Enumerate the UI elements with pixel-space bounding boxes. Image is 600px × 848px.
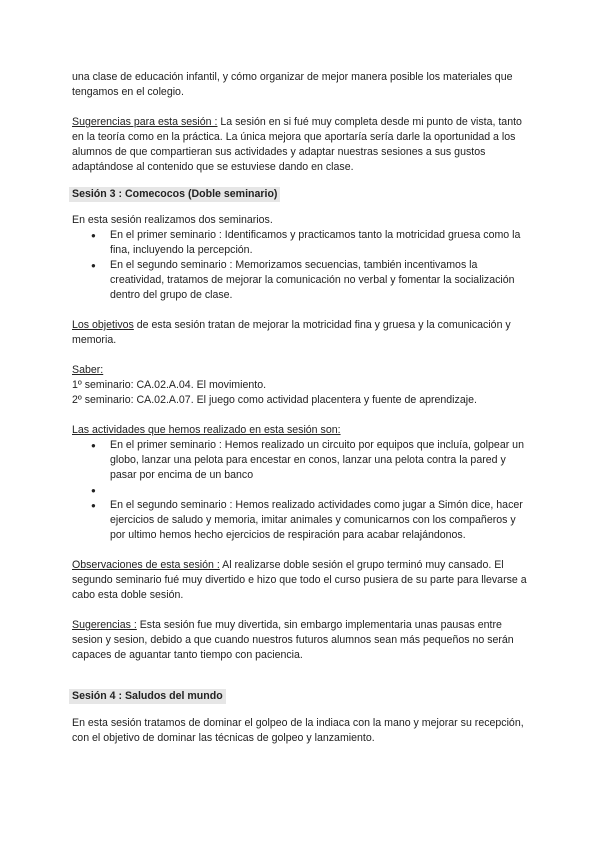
sesion3-heading: Sesión 3 : Comecocos (Doble seminario) (69, 187, 280, 202)
sugerencias-sesion3-paragraph (72, 618, 532, 663)
list-item: ● En el segundo seminario : Memorizamos secuencias, también incentivamos la creatividad, tratamos de mejorar la comunicación no verbal y fomentar la socialización dentro del grupo de clase. (110, 258, 532, 303)
actividades-label: Las actividades que hemos realizado en esta sesión son: (72, 424, 341, 436)
document-page (72, 70, 532, 746)
list-item: ● En el primer seminario : Hemos realizado un circuito por equipos que incluía, golpear un globo, lanzar una pelota para encestar en conos, lanzar una pelota contra la pared y pasar por encima de un banco (110, 438, 532, 483)
saber-label: Saber: (72, 364, 104, 376)
intro-paragraph: una clase de educación infantil, y cómo organizar de mejor manera posible los materiales que tengamos en el colegio. (72, 71, 513, 98)
actividades-list (72, 438, 532, 543)
sugerencias-sesion2-text: La sesión en si fué muy completa desde mi punto de vista, tanto en la teoría como en la práctica. La única mejora que aportaría sería darle la oportunidad a los alumnos de que compartieran sus actividades y adaptar nuestras sesiones a sus gustos adaptándose al contenido que se estuviese dando en clase. (72, 116, 522, 173)
sugerencias-sesion3-text: Esta sesión fue muy divertida, sin embargo implementaria unas pausas entre sesion y sesion, debido a que cuando nuestros futuros alumnos sean más pequeños no serán capaces de aguantar tanto tiempo con paciencia. (72, 619, 514, 661)
observaciones-label: Observaciones de esta sesión : (72, 559, 220, 571)
sesion3-intro: En esta sesión realizamos dos seminarios. (72, 214, 273, 226)
list-item: ● En el primer seminario : Identificamos y practicamos tanto la motricidad gruesa como la fina, incluyendo la percepción. (110, 228, 532, 258)
saber-line: 2º seminario: CA.02.A.07. El juego como actividad placentera y fuente de aprendizaje. (72, 394, 477, 406)
sugerencias-sesion2-paragraph (72, 115, 532, 175)
observaciones-paragraph (72, 558, 532, 603)
observaciones-text: Al realizarse doble sesión el grupo terminó muy cansado. El segundo seminario fué muy divertido e hizo que todo el curso pusiera de su parte para llevarse a cabo esta doble sesión. (72, 559, 527, 601)
objetivos-text: de esta sesión tratan de mejorar la motricidad fina y gruesa y la comunicación y memoria. (72, 319, 511, 346)
list-item: ● En el segundo seminario : Hemos realizado actividades como jugar a Simón dice, hacer ejercicios de saludo y memoria, imitar animales y comunicarnos con los compañeros y por ultimo hemos hecho ejercicios de respiración para acabar relajándonos. (110, 498, 532, 543)
list-spacer (110, 483, 532, 498)
objetivos-paragraph (72, 318, 532, 348)
sugerencias-sesion2-label: Sugerencias para esta sesión : (72, 116, 218, 128)
objetivos-label: Los objetivos (72, 319, 134, 331)
saber-line: 1º seminario: CA.02.A.04. El movimiento. (72, 379, 267, 391)
sugerencias-sesion3-label: Sugerencias : (72, 619, 137, 631)
sesion4-paragraph: En esta sesión tratamos de dominar el golpeo de la indiaca con la mano y mejorar su recepción, con el objetivo de dominar las técnicas de golpeo y lanzamiento. (72, 717, 524, 744)
sesion4-heading: Sesión 4 : Saludos del mundo (69, 689, 226, 704)
sesion3-bullet-list (72, 228, 532, 303)
